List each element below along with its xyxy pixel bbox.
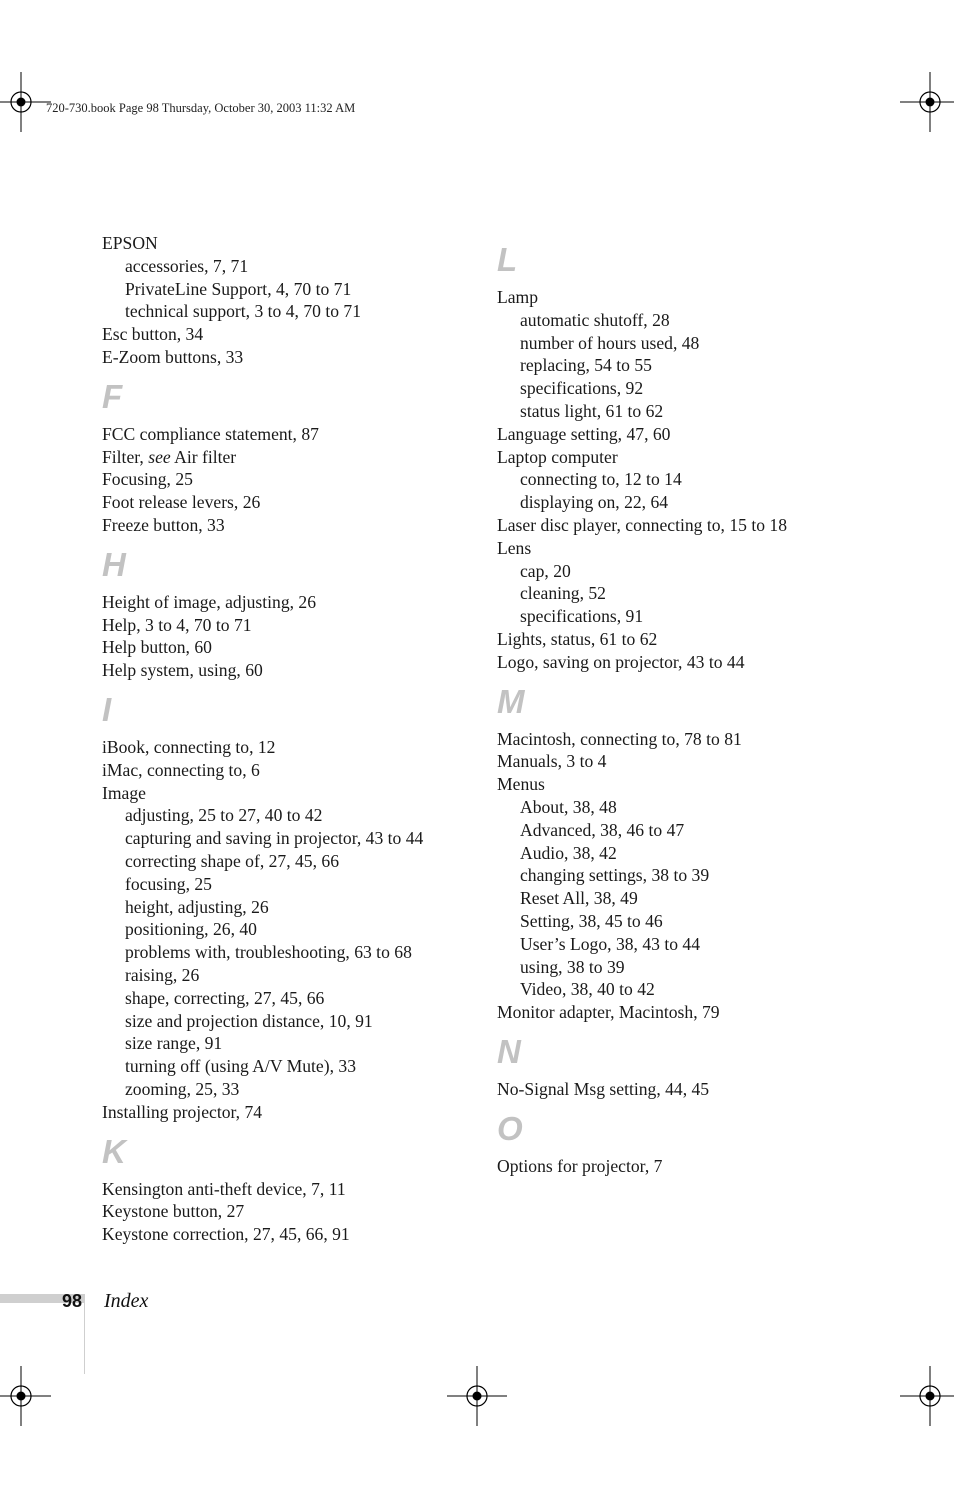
index-subentry: accessories, 7, 71 (125, 255, 249, 276)
index-entry: E-Zoom buttons, 33 (102, 346, 244, 367)
index-subentry: technical support, 3 to 4, 70 to 71 (125, 301, 362, 322)
index-entry: Language setting, 47, 60 (497, 423, 671, 444)
index-entry: Menus (497, 774, 545, 795)
index-subentry: size range, 91 (125, 1033, 223, 1054)
index-entry: Manuals, 3 to 4 (497, 751, 607, 772)
registration-mark-icon (0, 1366, 51, 1426)
index-letter-heading: K (102, 1132, 126, 1170)
index-subentry: zooming, 25, 33 (125, 1078, 240, 1099)
entry-text-after: Air filter (170, 446, 237, 467)
index-letter-heading: O (497, 1109, 523, 1147)
index-letter-heading: M (497, 682, 525, 720)
index-entry: No-Signal Msg setting, 44, 45 (497, 1078, 710, 1099)
registration-mark-icon (447, 1366, 507, 1426)
index-letter-heading: N (497, 1032, 521, 1070)
index-letter-heading: I (102, 690, 112, 728)
index-subentry: problems with, troubleshooting, 63 to 68 (125, 942, 412, 963)
index-entry (102, 446, 522, 469)
index-column-right (497, 232, 917, 1178)
footer-rule (84, 1294, 85, 1374)
index-entry: iBook, connecting to, 12 (102, 736, 276, 757)
index-subentry: User’s Logo, 38, 43 to 44 (520, 933, 701, 954)
index-subentry: number of hours used, 48 (520, 332, 700, 353)
index-entry: Monitor adapter, Macintosh, 79 (497, 1002, 720, 1023)
index-entry: Macintosh, connecting to, 78 to 81 (497, 728, 742, 749)
index-entry: Height of image, adjusting, 26 (102, 591, 317, 612)
index-subentry: adjusting, 25 to 27, 40 to 42 (125, 805, 323, 826)
index-subentry: using, 38 to 39 (520, 956, 625, 977)
index-subentry: specifications, 92 (520, 378, 644, 399)
index-letter-heading: F (102, 377, 123, 415)
index-subentry: height, adjusting, 26 (125, 896, 269, 917)
registration-mark-icon (0, 72, 51, 132)
index-subentry: replacing, 54 to 55 (520, 355, 652, 376)
index-entry: Foot release levers, 26 (102, 492, 261, 513)
index-entry: Help, 3 to 4, 70 to 71 (102, 614, 252, 635)
index-subentry: Reset All, 38, 49 (520, 888, 638, 909)
index-entry: Lamp (497, 287, 539, 307)
index-entry: EPSON (102, 233, 158, 253)
index-entry: Laptop computer (497, 446, 618, 467)
print-slug: 720-730.book Page 98 Thursday, October 30, 2003 11:32 AM (46, 101, 356, 115)
index-subentry: PrivateLine Support, 4, 70 to 71 (125, 278, 352, 299)
index-subentry: cap, 20 (520, 560, 571, 581)
entry-text: Filter, (102, 446, 149, 467)
index-subentry: Setting, 38, 45 to 46 (520, 910, 663, 931)
index-entry: Esc button, 34 (102, 324, 204, 345)
index-letter-heading: H (102, 545, 126, 583)
index-entry: Installing projector, 74 (102, 1101, 263, 1122)
index-subentry: specifications, 91 (520, 606, 644, 627)
index-entry: Help button, 60 (102, 637, 212, 658)
index-entry: iMac, connecting to, 6 (102, 759, 260, 780)
index-entry: Lens (497, 537, 532, 558)
index-entry: Options for projector, 7 (497, 1155, 663, 1176)
index-subentry: Audio, 38, 42 (520, 842, 617, 863)
index-entry: Keystone button, 27 (102, 1201, 245, 1222)
index-entry: Laser disc player, connecting to, 15 to 18 (497, 514, 787, 535)
index-subentry: cleaning, 52 (520, 583, 606, 604)
index-entry: Freeze button, 33 (102, 514, 225, 535)
index-subentry: shape, correcting, 27, 45, 66 (125, 987, 325, 1008)
index-entry: Lights, status, 61 to 62 (497, 628, 658, 649)
index-entry: FCC compliance statement, 87 (102, 423, 319, 444)
section-name: Index (104, 1290, 149, 1312)
index-subentry: focusing, 25 (125, 873, 212, 894)
index-subentry: correcting shape of, 27, 45, 66 (125, 850, 339, 871)
see-reference: see (148, 446, 171, 467)
index-subentry: displaying on, 22, 64 (520, 492, 669, 513)
index-subentry: raising, 26 (125, 964, 200, 985)
index-entry: Kensington anti-theft device, 7, 11 (102, 1178, 346, 1199)
index-entry: Keystone correction, 27, 45, 66, 91 (102, 1224, 350, 1245)
index-entry: Logo, saving on projector, 43 to 44 (497, 651, 745, 672)
index-subentry: size and projection distance, 10, 91 (125, 1010, 373, 1031)
index-subentry: connecting to, 12 to 14 (520, 469, 682, 490)
page-number: 98 (62, 1291, 83, 1311)
index-subentry: status light, 61 to 62 (520, 400, 664, 421)
index-subentry: positioning, 26, 40 (125, 919, 257, 940)
registration-mark-icon (900, 72, 954, 132)
index-entry: Image (102, 782, 146, 803)
index-subentry: About, 38, 48 (520, 796, 617, 817)
index-subentry: turning off (using A/V Mute), 33 (125, 1056, 356, 1077)
index-entry: Help system, using, 60 (102, 660, 263, 681)
index-subentry: changing settings, 38 to 39 (520, 865, 710, 886)
registration-mark-icon (900, 1366, 954, 1426)
index-entry: Focusing, 25 (102, 469, 193, 490)
index-subentry: Video, 38, 40 to 42 (520, 979, 655, 1000)
index-subentry: capturing and saving in projector, 43 to 44 (125, 828, 424, 849)
index-subentry: automatic shutoff, 28 (520, 309, 670, 330)
index-column-left (102, 232, 522, 1246)
index-subentry: Advanced, 38, 46 to 47 (520, 819, 685, 840)
index-letter-heading: L (497, 241, 518, 278)
